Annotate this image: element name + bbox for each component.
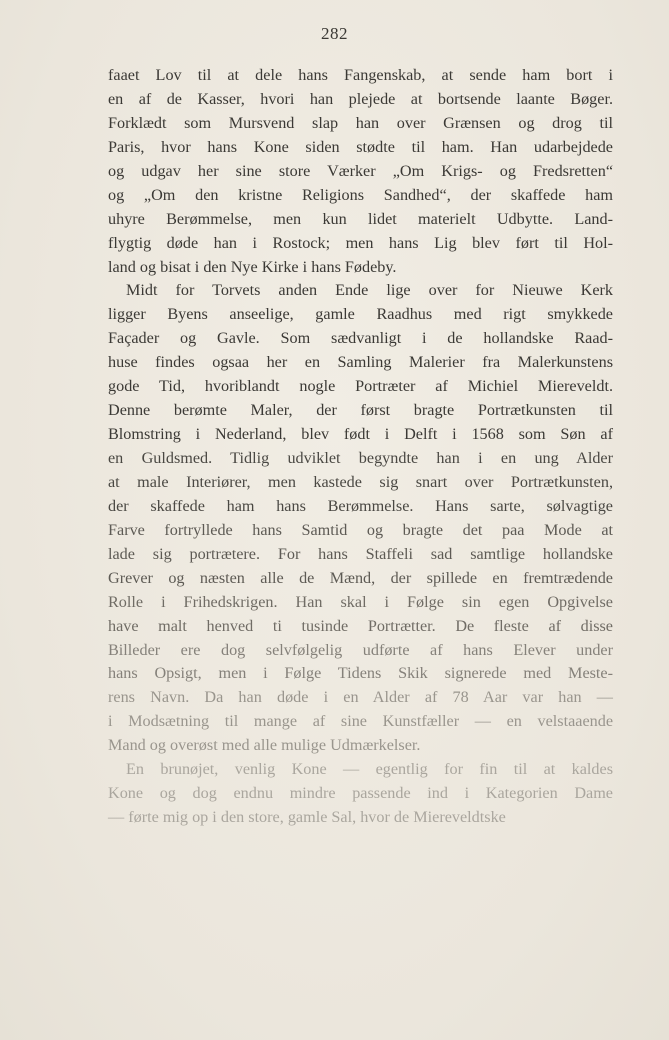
text-line: Blomstring i Nederland, blev født i Delft i 1568 som Søn af <box>108 425 613 444</box>
text-line: i Modsætning til mange af sine Kunstfæller — en velstaaende <box>108 712 613 731</box>
text-line: Denne berømte Maler, der først bragte Portrætkunsten til <box>108 401 613 420</box>
text-line: en Guldsmed. Tidlig udviklet begyndte han i en ung Alder <box>108 449 613 467</box>
text-line: flygtig døde han i Rostock; men hans Lig blev ført til Hol- <box>108 233 613 252</box>
text-line: ligger Byens anseelige, gamle Raadhus med rigt smykkede <box>108 305 613 324</box>
text-line: Grever og næsten alle de Mænd, der spillede en fremtrædende <box>108 568 613 587</box>
text-line: en af de Kasser, hvori han plejede at bortsende laante Bøger. <box>108 89 613 108</box>
text-line: og udgav her sine store Værker „Om Krigs- og Fredsretten“ <box>108 161 613 180</box>
text-line: og „Om den kristne Religions Sandhed“, der skaffede ham <box>108 185 613 204</box>
text-line: gode Tid, hvoriblandt nogle Portræter af Michiel Miereveldt. <box>108 377 613 396</box>
text-line: Rolle i Frihedskrigen. Han skal i Følge sin egen Opgivelse <box>108 592 613 611</box>
text-line: — førte mig op i den store, gamle Sal, hvor de Miereveldtske <box>108 808 506 827</box>
text-line: Mand og overøst med alle mulige Udmærkelser. <box>108 736 421 755</box>
text-line: land og bisat i den Nye Kirke i hans Fødeby. <box>108 257 397 276</box>
text-line: uhyre Berømmelse, men kun lidet materielt Udbytte. Land- <box>108 209 613 228</box>
text-line: Paris, hvor hans Kone siden stødte til ham. Han udarbejdede <box>108 137 613 156</box>
text-line: Forklædt som Mursvend slap han over Grænsen og drog til <box>108 113 613 132</box>
text-line: der skaffede ham hans Berømmelse. Hans sarte, sølvagtige <box>108 496 613 515</box>
text-line: Farve fortryllede hans Samtid og bragte det paa Mode at <box>108 520 613 539</box>
text-line: lade sig portrætere. For hans Staffeli sad samtlige hollandske <box>108 544 613 563</box>
text-line: faaet Lov til at dele hans Fangenskab, at sende ham bort i <box>108 66 613 84</box>
text-line: En brunøjet, venlig Kone — egentlig for fin til at kaldes <box>126 760 613 779</box>
page-number: 282 <box>321 24 348 43</box>
body-text <box>108 64 613 830</box>
text-line: huse findes ogsaa her en Samling Malerier fra Malerkunstens <box>108 353 613 372</box>
text-line: Midt for Torvets anden Ende lige over for Nieuwe Kerk <box>126 281 613 300</box>
text-line: rens Navn. Da han døde i en Alder af 78 Aar var han — <box>108 688 613 707</box>
text-line: hans Opsigt, men i Følge Tidens Skik signerede med Meste- <box>108 664 613 683</box>
text-line: Billeder ere dog selvfølgelig udførte af hans Elever under <box>108 640 613 659</box>
text-line: at male Interiører, men kastede sig snart over Portrætkunsten, <box>108 472 613 491</box>
text-line: Kone og dog endnu mindre passende ind i Kategorien Dame <box>108 784 613 803</box>
text-line: have malt henved ti tusinde Portrætter. De fleste af disse <box>108 616 613 635</box>
text-line: Façader og Gavle. Som sædvanligt i de hollandske Raad- <box>108 329 613 348</box>
